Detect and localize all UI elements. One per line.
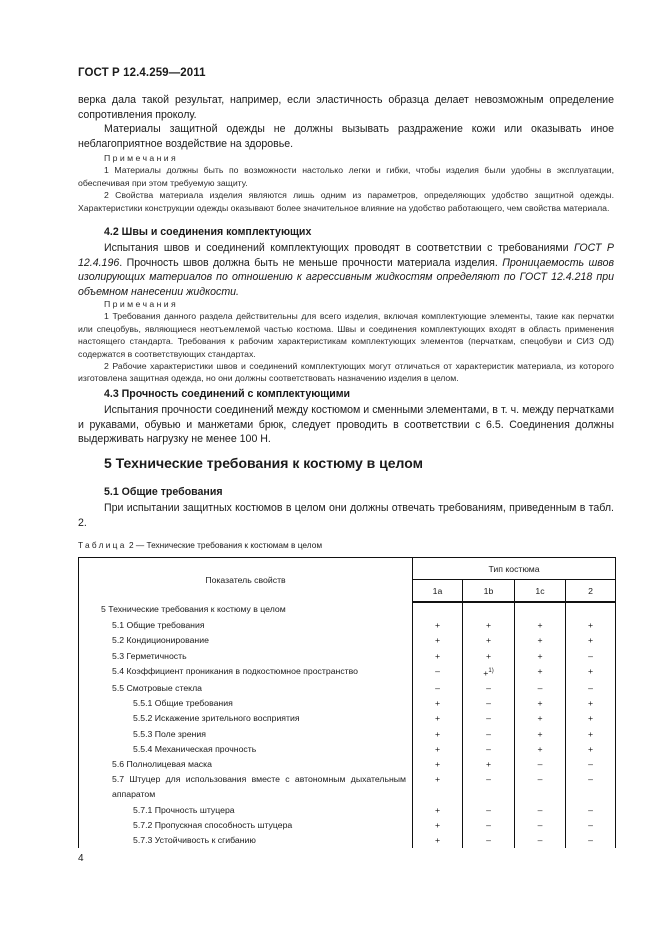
cell-mark: +: [587, 728, 594, 739]
table-row: [79, 633, 616, 648]
cell-value: [515, 711, 566, 726]
row-label: 5.5.3 Поле зрения: [79, 727, 413, 742]
cell-mark: –: [537, 804, 543, 815]
cell-value: [515, 742, 566, 757]
column-header-property: Показатель свойств: [79, 558, 413, 603]
section-5-1-paragraph: [78, 501, 614, 530]
cell-mark: +: [434, 743, 441, 754]
table-header-row: [79, 558, 616, 580]
cell-value: [566, 772, 616, 802]
cell-value: [413, 727, 463, 742]
cell-mark: +: [434, 650, 441, 661]
cell-mark: –: [588, 683, 593, 693]
cell-mark: +: [537, 713, 543, 724]
table-caption-label: Таблица: [78, 540, 127, 550]
cell-value: [413, 664, 463, 681]
cell-mark: +: [434, 759, 441, 770]
cell-mark: +: [485, 635, 492, 646]
cell-value: [413, 833, 463, 848]
cell-value: [413, 757, 463, 772]
cell-mark: +: [587, 620, 594, 631]
cell-mark: +: [434, 804, 441, 815]
section-heading-5-1: 5.1 Общие требования: [104, 486, 223, 498]
cell-value: [463, 633, 515, 648]
cell-value: [515, 757, 566, 772]
cell-value: [463, 803, 515, 818]
cell-mark: –: [435, 665, 440, 676]
section-text: . Прочность швов должна быть не меньше прочности материала изделия.: [119, 256, 503, 269]
cell-value: [566, 618, 616, 633]
cell-mark: –: [486, 728, 491, 739]
cell-mark: +: [485, 759, 492, 770]
table-row: [79, 757, 616, 772]
row-label: 5.3 Герметичность: [79, 649, 413, 664]
intro-text-1: верка дала такой результат, например, если эластичность образца делает невозможным определение сопротивления проколу.: [78, 94, 614, 121]
cell-value: [515, 772, 566, 802]
row-label: 5.1 Общие требования: [79, 618, 413, 633]
section-heading-4-2: 4.2 Швы и соединения комплектующих: [104, 226, 312, 238]
cell-value: [413, 618, 463, 633]
table-row: [79, 833, 616, 848]
note-text: 1 Материалы должны быть по возможности настолько легки и гибки, чтобы изделия были удобны в эксплуатации, обеспечивая при этом требуемую защиту.: [78, 165, 614, 188]
cell-value: [566, 602, 616, 618]
note-item: [78, 189, 614, 214]
cell-value: [515, 649, 566, 664]
note-text: 2 Рабочие характеристики швов и соединений комплектующих могут отличаться от характеристик материала, из которого изготовлена защитная одежда, но они должны соответствовать назначению изделия в целом.: [78, 361, 614, 384]
cell-mark: +: [485, 620, 492, 631]
cell-value: [566, 664, 616, 681]
cell-mark: +: [537, 728, 543, 739]
notes-title: Примечания: [104, 299, 179, 309]
cell-value: [515, 833, 566, 848]
cell-value: [566, 696, 616, 711]
cell-mark: +: [587, 635, 594, 646]
cell-mark: –: [537, 774, 543, 785]
row-label: 5.2 Кондиционирование: [79, 633, 413, 648]
row-label: 5.7.1 Прочность штуцера: [79, 803, 413, 818]
cell-mark: –: [435, 683, 440, 693]
section-italic-text: Проницаемость швов изолирующих материалов по отношению к агрессивным жидкостям определяют по ГОСТ 12.4.218 при объемном нанесении жидкости.: [78, 256, 614, 298]
table-row: [79, 664, 616, 681]
cell-value: [515, 618, 566, 633]
table-row: [79, 602, 616, 618]
cell-mark: +: [587, 743, 594, 754]
cell-value: [413, 649, 463, 664]
cell-mark: –: [486, 804, 491, 815]
cell-mark: +: [537, 665, 543, 676]
cell-value: [463, 618, 515, 633]
cell-mark: +: [587, 665, 594, 676]
cell-mark: +: [434, 620, 441, 631]
cell-mark: –: [588, 774, 593, 785]
cell-mark: +: [483, 667, 489, 678]
cell-value: [413, 633, 463, 648]
table-row: [79, 681, 616, 696]
cell-mark: +: [537, 698, 543, 709]
row-label: 5.5.1 Общие требования: [79, 696, 413, 711]
cell-mark: –: [486, 835, 491, 846]
cell-value: [566, 711, 616, 726]
cell-value: [413, 818, 463, 833]
cell-mark: –: [486, 683, 491, 693]
row-label: 5.7.3 Устойчивость к сгибанию: [79, 833, 413, 848]
section-heading-5: 5 Технические требования к костюму в целом: [104, 455, 423, 471]
cell-mark: –: [537, 759, 543, 770]
cell-value: [566, 803, 616, 818]
table-row: [79, 818, 616, 833]
cell-value: [566, 727, 616, 742]
cell-mark: –: [588, 819, 593, 830]
cell-value: [413, 696, 463, 711]
table-body: [79, 558, 616, 849]
cell-value: [515, 818, 566, 833]
page-number: 4: [78, 853, 84, 864]
cell-value: [463, 681, 515, 696]
cell-mark: –: [588, 835, 593, 846]
note-item: [78, 310, 614, 360]
footnote-marker: 1): [488, 667, 494, 674]
section-4-3-paragraph: [78, 403, 614, 447]
row-label: 5.5.4 Механическая прочность: [79, 742, 413, 757]
cell-value: [463, 833, 515, 848]
cell-mark: –: [588, 650, 593, 661]
cell-value: [413, 711, 463, 726]
table-row: [79, 803, 616, 818]
cell-mark: +: [434, 635, 441, 646]
cell-value: [463, 696, 515, 711]
notes-title: Примечания: [104, 153, 179, 163]
cell-value: [463, 602, 515, 618]
cell-mark: –: [486, 713, 491, 724]
note-text: 1 Требования данного раздела действительны для всего изделия, включая комплектующие элементы, такие как перчатки или спецобувь, являющиеся неотъемлемой частью костюма. Швы и соединения комплектующих входят в область применения настоящего стандарта. Требования к рабочим характеристикам комплектующих элементов (перчаткам, спецобуви и СИЗ ОД) содержатся в соответствующих стандартах.: [78, 311, 614, 359]
table-row: [79, 772, 616, 802]
cell-mark: +: [434, 698, 441, 709]
cell-value: [566, 833, 616, 848]
cell-value: [566, 649, 616, 664]
intro-paragraph-2: [78, 122, 614, 151]
notes-block-2: [78, 298, 614, 385]
cell-value: [566, 681, 616, 696]
row-label: 5.5.2 Искажение зрительного восприятия: [79, 711, 413, 726]
cell-value: [463, 772, 515, 802]
cell-mark: –: [486, 743, 491, 754]
cell-mark: –: [537, 819, 543, 830]
cell-mark: +: [537, 743, 543, 754]
cell-mark: +: [587, 713, 594, 724]
table-row: [79, 618, 616, 633]
intro-paragraph-1: [78, 93, 614, 122]
intro-text-2: Материалы защитной одежды не должны вызывать раздражение кожи или оказывать иное неблагоприятное воздействие на здоровье.: [78, 123, 614, 150]
cell-mark: +: [537, 650, 543, 661]
column-header-2: 2: [566, 580, 616, 603]
cell-value: [463, 742, 515, 757]
section-text: Испытания швов и соединений комплектующих проводят в соответствии с требованиями: [104, 242, 575, 254]
cell-value: [515, 696, 566, 711]
cell-mark: –: [537, 835, 543, 846]
cell-value: [515, 803, 566, 818]
cell-mark: –: [537, 683, 543, 693]
column-header-suit-type: Тип костюма: [413, 558, 616, 580]
cell-value: [515, 681, 566, 696]
row-label: 5.5 Смотровые стекла: [79, 681, 413, 696]
cell-value: [566, 757, 616, 772]
section-text: Испытания прочности соединений между костюмом и сменными элементами, в т. ч. между перчатками и рукавами, обувью и манжетами брюк, следует проводить в соответствии с 6.5. Соединения должны выдерживать нагрузку не менее 100 Н.: [78, 404, 614, 446]
row-label: 5 Технические требования к костюму в целом: [79, 602, 413, 618]
cell-mark: –: [588, 759, 593, 770]
cell-mark: –: [486, 819, 491, 830]
row-label: 5.7.2 Пропускная способность штуцера: [79, 818, 413, 833]
section-text: При испытании защитных костюмов в целом они должны отвечать требованиям, приведенным в табл. 2.: [78, 502, 614, 529]
row-label: 5.4 Коэффициент проникания в подкостюмное пространство: [79, 664, 413, 681]
cell-value: [463, 711, 515, 726]
cell-value: [463, 649, 515, 664]
cell-mark: +: [537, 620, 543, 631]
table-caption-text: 2 — Технические требования к костюмам в целом: [126, 540, 323, 550]
row-label: 5.7 Штуцер для использования вместе с автономным дыхательным аппаратом: [79, 772, 413, 802]
cell-value: [463, 664, 515, 681]
cell-value: [463, 818, 515, 833]
table-row: [79, 696, 616, 711]
cell-mark: –: [486, 774, 491, 785]
cell-mark: +: [587, 698, 594, 709]
cell-mark: –: [486, 698, 491, 709]
cell-value: [463, 757, 515, 772]
column-header-1b: 1b: [463, 580, 515, 603]
table-row: [79, 727, 616, 742]
cell-mark: +: [434, 835, 441, 846]
section-heading-4-3: 4.3 Прочность соединений с комплектующими: [104, 388, 351, 400]
table-caption: [78, 540, 322, 550]
cell-value: [463, 727, 515, 742]
table-row: [79, 742, 616, 757]
cell-mark: –: [588, 804, 593, 815]
cell-value: [515, 633, 566, 648]
cell-mark: +: [537, 635, 543, 646]
cell-mark: +: [485, 650, 492, 661]
column-header-1a: 1a: [413, 580, 463, 603]
standard-reference: ГОСТ Р 12.4.196: [78, 242, 614, 269]
cell-value: [413, 772, 463, 802]
cell-value: [515, 727, 566, 742]
cell-value: [413, 602, 463, 618]
table-row: [79, 711, 616, 726]
cell-value: [515, 664, 566, 681]
requirements-table: [78, 557, 616, 848]
note-item: [78, 360, 614, 385]
cell-value: [566, 633, 616, 648]
cell-value: [413, 803, 463, 818]
table-row: [79, 649, 616, 664]
column-header-1c: 1c: [515, 580, 566, 603]
cell-value: [413, 681, 463, 696]
note-item: [78, 164, 614, 189]
cell-value: [515, 602, 566, 618]
cell-value: [566, 742, 616, 757]
cell-value: [566, 818, 616, 833]
cell-value: [413, 742, 463, 757]
row-label: 5.6 Полнолицевая маска: [79, 757, 413, 772]
note-text: 2 Свойства материала изделия являются лишь одним из параметров, определяющих удобство защитной одежды. Характеристики конструкции одежды оказывают более значительное влияние на удобство работающего, чем свойства материала.: [78, 190, 614, 213]
cell-mark: +: [434, 713, 441, 724]
document-id: ГОСТ Р 12.4.259—2011: [78, 67, 206, 79]
cell-mark: +: [434, 728, 441, 739]
cell-mark: +: [434, 819, 441, 830]
cell-mark: +: [434, 774, 441, 785]
notes-block-1: [78, 152, 614, 214]
section-4-2-paragraph: [78, 241, 614, 299]
